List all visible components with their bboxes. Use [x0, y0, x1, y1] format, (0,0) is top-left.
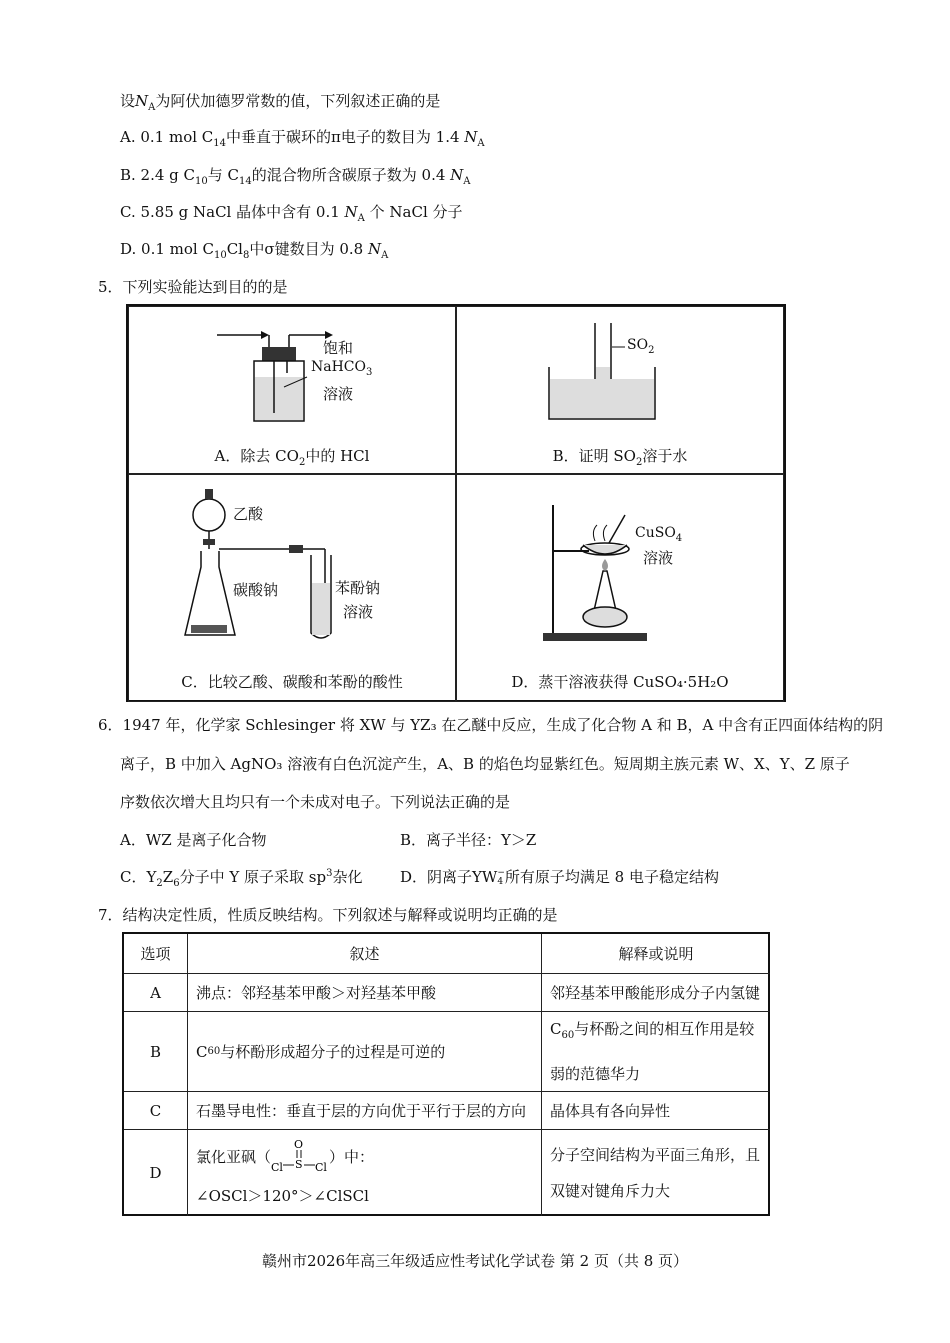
row-a-explanation: 邻羟基苯甲酸能形成分子内氢键 [542, 974, 770, 1012]
row-b-explanation: $C_{60}$与杯酚之间的相互作用是较 弱的范德华力 [542, 1012, 770, 1092]
experiment-b [456, 306, 784, 474]
experiment-c [128, 474, 456, 702]
experiment-d [456, 474, 784, 702]
q5-experiment-table [126, 304, 786, 702]
row-c-option: C [124, 1092, 188, 1130]
q6-option-c: C．$Y_2Z_6$分子中 Y 原子采取 $sp^3$杂化 [120, 868, 363, 889]
row-d-statement: 氯化亚砜（ O S Cl Cl ）中： ∠OSCl＞120°＞∠ClSCl [188, 1130, 542, 1216]
label-sodium-phenolate: 苯酚钠 [335, 579, 381, 597]
row-a-statement: 沸点：邻羟基苯甲酸＞对羟基苯甲酸 [188, 974, 542, 1012]
label-acetic-acid: 乙酸 [233, 505, 264, 523]
q4-stem: 设$N_A$为阿伏加德罗常数的值，下列叙述正确的是 [120, 92, 441, 113]
q6-option-a: A．WZ 是离子化合物 [120, 831, 267, 849]
row-d-option: D [124, 1130, 188, 1216]
label-solution-d: 溶液 [643, 549, 674, 567]
caption-b: B．证明 $SO_2$溶于水 [552, 447, 688, 468]
q4-option-b: B. 2.4 g $C_{10}$与 $C_{14}$的混合物所含碳原子数为 0.4 $N_A$ [120, 166, 471, 187]
header-statement: 叙述 [188, 934, 542, 974]
q4-option-c: C. 5.85 g NaCl 晶体中含有 0.1 $N_A$ 个 NaCl 分子 [120, 203, 463, 224]
q4-option-a: A. 0.1 mol $C_{14}$中垂直于碳环的π电子的数目为 1.4 $N_A$ [120, 128, 485, 149]
page-footer: 赣州市2026年高三年级适应性考试化学试卷 第 2 页（共 8 页） [261, 1252, 689, 1270]
caption-c: C．比较乙酸、碳酸和苯酚的酸性 [181, 673, 403, 691]
gas-washing-bottle-diagram [129, 307, 455, 437]
flask-funnel-diagram [129, 475, 455, 665]
q6-option-d: D．阴离子YW − 4 所有原子均满足 8 电子稳定结构 [400, 868, 719, 887]
label-nahco3: NaHCO$_3$ [311, 359, 373, 378]
thionyl-chloride-structure [271, 1136, 329, 1176]
q6-stem-line3: 序数依次增大且均只有一个未成对电子。下列说法正确的是 [120, 793, 511, 811]
svg-text:O: O [294, 1138, 304, 1151]
row-d-explanation: 分子空间结构为平面三角形，且 双键对键角斥力大 [550, 1146, 761, 1200]
row-a-option: A [124, 974, 188, 1012]
q7-table [122, 932, 770, 1216]
caption-a: A．除去 $CO_2$中的 HCl [214, 447, 370, 468]
row-c-statement: 石墨导电性：垂直于层的方向优于平行于层的方向 [188, 1092, 542, 1130]
q5-stem: 5．下列实验能达到目的的是 [98, 278, 288, 296]
header-explanation: 解释或说明 [542, 934, 770, 974]
svg-text:S: S [295, 1158, 303, 1171]
svg-text:Cl: Cl [271, 1161, 283, 1174]
q6-option-b: B．离子半径：Y＞Z [400, 831, 537, 849]
evaporating-dish-diagram [457, 475, 783, 665]
label-so2: $SO_2$ [627, 337, 655, 356]
test-tube-trough-diagram [457, 307, 783, 437]
svg-text:Cl: Cl [315, 1161, 327, 1174]
q4-option-d: D. 0.1 mol $C_{10}Cl_8$中σ键数目为 0.8 $N_A$ [120, 240, 389, 261]
row-b-statement: C 60 与杯酚形成超分子的过程是可逆的 [188, 1012, 542, 1092]
q6-stem-line2: 离子，B 中加入 AgNO₃ 溶液有白色沉淀产生，A、B 的焰色均显紫红色。短周期主族元素 W、X、Y、Z 原子 [120, 755, 850, 773]
row-c-explanation: 晶体具有各向异性 [542, 1092, 770, 1130]
caption-d: D．蒸干溶液获得 CuSO₄·5H₂O [511, 673, 729, 691]
experiment-a [128, 306, 456, 474]
label-saturated: 饱和 [323, 339, 354, 357]
row-b-option: B [124, 1012, 188, 1092]
q7-stem: 7．结构决定性质，性质反映结构。下列叙述与解释或说明均正确的是 [98, 906, 558, 924]
label-solution-c: 溶液 [343, 603, 374, 621]
label-cuso4: CuSO$_4$ [635, 525, 683, 544]
header-option: 选项 [124, 934, 188, 974]
label-solution: 溶液 [323, 385, 354, 403]
label-sodium-carbonate: 碳酸钠 [233, 581, 279, 599]
q6-stem-line1: 6．1947 年，化学家 Schlesinger 将 XW 与 YZ₃ 在乙醚中反应，生成了化合物 A 和 B，A 中含有正四面体结构的阴 [98, 716, 884, 734]
